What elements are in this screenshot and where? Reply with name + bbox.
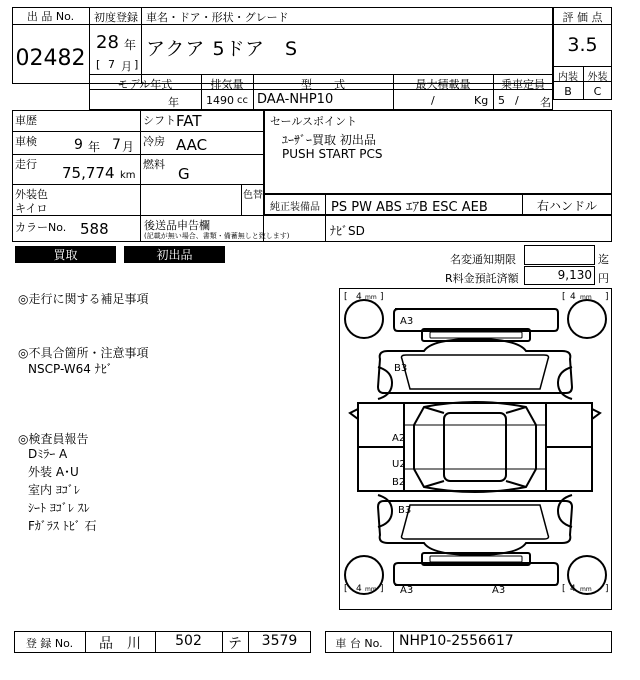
color-no-value: 588: [80, 220, 109, 238]
name-change-deadline-unit: 迄: [598, 253, 609, 266]
lot-label: 出 品 No.: [26, 10, 75, 23]
score-label: 評 価 点: [562, 11, 603, 24]
mileage-unit: km: [120, 170, 136, 181]
svg-text:]: ]: [605, 292, 609, 302]
inspector-report-line-2: 外装 A･U: [28, 465, 79, 479]
tire-br-unit: mm: [580, 586, 592, 593]
car-name-label: 車名・ドア・形状・グレード: [146, 11, 289, 24]
registration-label: 登 録 No.: [25, 637, 74, 650]
aircon-label: 冷房: [143, 135, 165, 148]
defect-notes-title: ◎不具合箇所・注意事項: [18, 346, 149, 360]
mark-door-front: A2: [392, 433, 406, 444]
inspector-report-line-5: Fｶﾞﾗｽ ﾄﾋﾞ 石: [28, 519, 97, 533]
shaken-year: 9: [74, 137, 83, 153]
inspector-report-title: ◎検査員報告: [18, 432, 89, 446]
shaken-year-unit: 年: [88, 140, 101, 154]
model-year-unit: 年: [168, 96, 179, 109]
sales-point-line-2: PUSH START PCS: [282, 147, 383, 161]
mileage-value: 75,774: [62, 164, 115, 182]
aircon-value: AAC: [176, 136, 208, 154]
registration-month: 7: [108, 58, 115, 71]
sales-point-label: セールスポイント: [270, 115, 358, 128]
type-label: 型 式: [301, 78, 345, 91]
tire-tl-text: [: [344, 292, 348, 302]
defect-notes-line: NSCP-W64 ﾅﾋﾞ: [28, 362, 113, 376]
mileage-label: 走行: [15, 158, 37, 171]
svg-text:[: [: [562, 292, 566, 302]
damage-diagram: [339, 288, 612, 610]
shift-label: シフト: [143, 114, 176, 127]
driving-notes-title: ◎走行に関する補足事項: [18, 292, 149, 306]
chassis-number: NHP10-2556617: [399, 633, 514, 649]
displacement-value: 1490: [206, 94, 234, 107]
equipment-value: PS PW ABS ｴｱB ESC AEB: [331, 200, 488, 215]
shaken-month: 7: [112, 137, 121, 153]
capacity-value: 5: [498, 94, 505, 107]
mark-left-quarter: B3: [398, 505, 412, 516]
mark-front-bumper: A3: [400, 316, 414, 327]
tire-tr-unit: mm: [580, 294, 592, 301]
tire-tr-value: 4: [570, 292, 576, 302]
recycle-fee-value: 9,130: [557, 268, 592, 282]
svg-text:]: ]: [605, 584, 609, 594]
registration-class: 502: [175, 633, 202, 649]
tire-bl-value: 4: [356, 584, 362, 594]
interior-grade: B: [564, 85, 572, 98]
inspector-report-line-3: 室内 ﾖｺﾞﾚ: [28, 483, 80, 497]
capacity-separator: /: [515, 94, 519, 107]
max-load-label: 最大積載量: [415, 78, 471, 91]
color-value: キイロ: [15, 202, 48, 215]
mark-door-rear-b: B2: [392, 477, 406, 488]
max-load-separator: /: [431, 94, 435, 107]
exterior-label: 外装: [587, 72, 608, 83]
displacement-unit: cc: [237, 95, 248, 106]
steering-side: 右ハンドル: [536, 199, 597, 213]
model-year-label: モデル年式: [117, 78, 173, 91]
displacement-label: 排気量: [210, 78, 244, 91]
registration-kana: テ: [228, 636, 242, 652]
svg-text:[: [: [562, 584, 566, 594]
mark-door-rear-u: U2: [392, 459, 406, 470]
tire-br-value: 4: [570, 584, 576, 594]
first-registration-label: 初度登録: [94, 11, 138, 24]
mark-rear-bumper-left: A3: [400, 585, 414, 596]
car-outline-svg: [340, 289, 611, 609]
color-no-label: カラーNo.: [15, 221, 67, 234]
svg-text:]: ]: [380, 292, 384, 302]
repaint-label: 色替: [243, 190, 263, 201]
tire-tl-value: 4: [356, 292, 362, 302]
svg-text:[: [: [344, 584, 348, 594]
interior-label: 内装: [558, 72, 578, 83]
buy-badge: 買取: [15, 246, 116, 263]
inspector-report-line-1: Dﾐﾗｰ A: [28, 447, 68, 461]
shift-value: FAT: [176, 112, 202, 130]
fuel-label: 燃料: [143, 158, 165, 171]
name-change-deadline-label: 名変通知期限: [450, 253, 516, 266]
type-value: DAA-NHP10: [257, 92, 334, 107]
shaken-label: 車検: [15, 135, 37, 148]
registration-year-unit: 年: [124, 38, 137, 52]
capacity-label: 乗車定員: [501, 78, 545, 91]
after-shipment-value: ﾅﾋﾞSD: [330, 224, 365, 238]
registration-number: 3579: [261, 633, 298, 649]
after-shipment-label: 後送品申告欄: [144, 219, 210, 232]
car-name: アクア 5ドア S: [146, 38, 299, 60]
history-label: 車歴: [15, 114, 37, 127]
name-change-deadline-field: [524, 245, 595, 265]
svg-text:]: ]: [380, 584, 384, 594]
fuel-value: G: [178, 165, 190, 183]
score-value: 3.5: [567, 34, 598, 56]
first-listing-badge: 初出品: [124, 246, 225, 263]
sales-point-line-1: ﾕｰｻﾞｰ買取 初出品: [282, 133, 376, 147]
registration-month-bracket-close: ]: [134, 58, 139, 71]
chassis-label: 車 台 No.: [335, 637, 383, 650]
mark-rear-bumper-right: A3: [492, 585, 506, 596]
lot-number: 02482: [15, 46, 86, 71]
equipment-label: 純正装備品: [270, 202, 320, 213]
max-load-unit: Kg: [474, 94, 489, 107]
registration-office: 品 川: [99, 636, 141, 652]
exterior-grade: C: [593, 85, 602, 98]
recycle-fee-unit: 円: [598, 272, 609, 285]
color-label: 外装色: [15, 188, 48, 201]
capacity-unit: 名: [540, 96, 551, 109]
registration-month-bracket-open: [: [96, 58, 101, 71]
tire-tl-unit: mm: [365, 294, 377, 301]
after-shipment-note: (記載が無い場合、書類・備蓄無しと致します): [144, 232, 290, 240]
mark-left-fender: B3: [394, 363, 408, 374]
registration-month-unit: 月: [121, 60, 132, 73]
tire-bl-unit: mm: [365, 586, 377, 593]
registration-year: 28: [96, 32, 119, 53]
shaken-month-unit: 月: [122, 140, 135, 154]
inspector-report-line-4: ｼｰﾄ ﾖｺﾞﾚ ｽﾚ: [28, 501, 90, 515]
recycle-fee-label: R料金預託済額: [445, 272, 519, 285]
